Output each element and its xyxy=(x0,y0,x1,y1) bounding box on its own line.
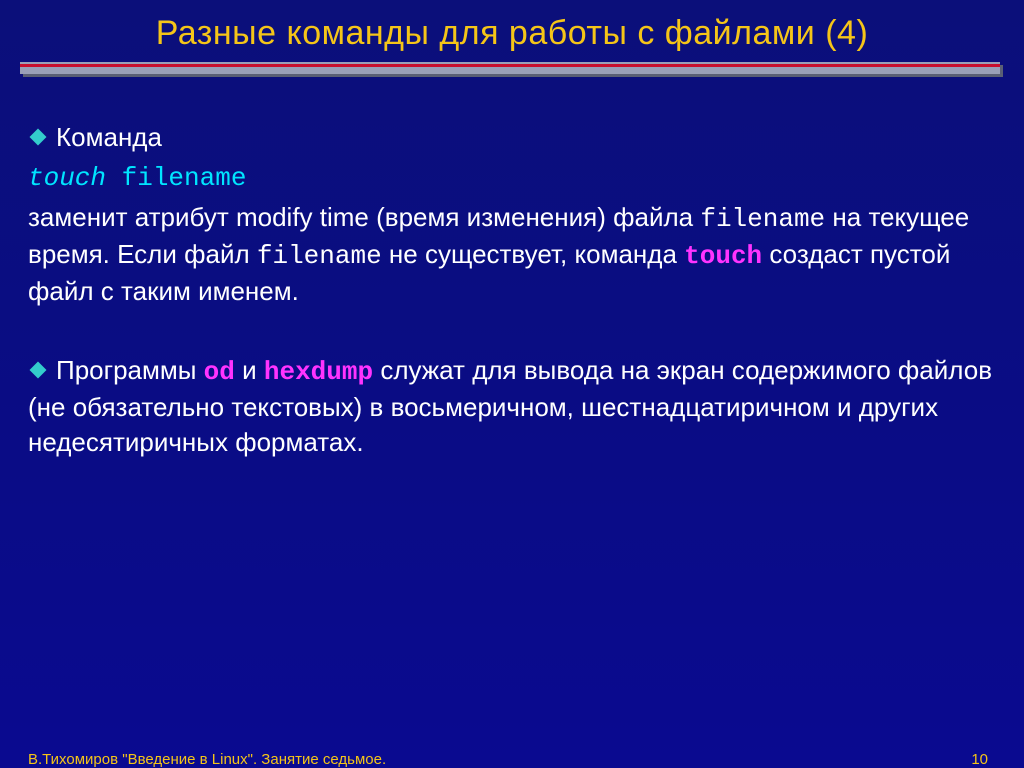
slide-content xyxy=(28,120,998,460)
code-touch: touch xyxy=(684,241,763,271)
footer-caption: В.Тихомиров "Введение в Linux". Занятие седьмое. xyxy=(28,751,387,768)
slide-title: Разные команды для работы с файлами (4) xyxy=(155,14,869,52)
text-segment: и xyxy=(234,355,264,385)
text-segment: создаст пустой файл с таким именем. xyxy=(28,239,951,306)
text-segment: заменит атрибут modify time (время изменения) файла xyxy=(28,202,701,232)
text-segment: Программы xyxy=(56,355,204,385)
bullet-2 xyxy=(28,353,998,460)
text-segment: не существует, команда xyxy=(381,239,685,269)
text-segment: на текущее время. Если файл xyxy=(28,202,970,269)
code-od: od xyxy=(203,357,235,387)
code-filename: filename xyxy=(700,204,826,234)
title-divider xyxy=(20,62,1000,74)
code-filename: filename xyxy=(256,241,382,271)
command-line xyxy=(28,161,998,196)
bullet-1-label: Команда xyxy=(56,122,162,152)
command-argument: filename xyxy=(121,163,247,193)
diamond-bullet-icon xyxy=(30,362,47,379)
code-hexdump: hexdump xyxy=(263,357,374,387)
diamond-bullet-icon xyxy=(30,129,47,146)
page-number: 10 xyxy=(971,751,988,768)
bullet-1-heading xyxy=(28,120,998,155)
bullet-1-description xyxy=(28,200,998,309)
command-name: touch xyxy=(28,163,107,193)
text-segment: служат для вывода на экран содержимого файлов (не обязательно текстовых) в восьмеричном, шестнадцатиричном и других недесятиричных форматах. xyxy=(28,355,993,457)
